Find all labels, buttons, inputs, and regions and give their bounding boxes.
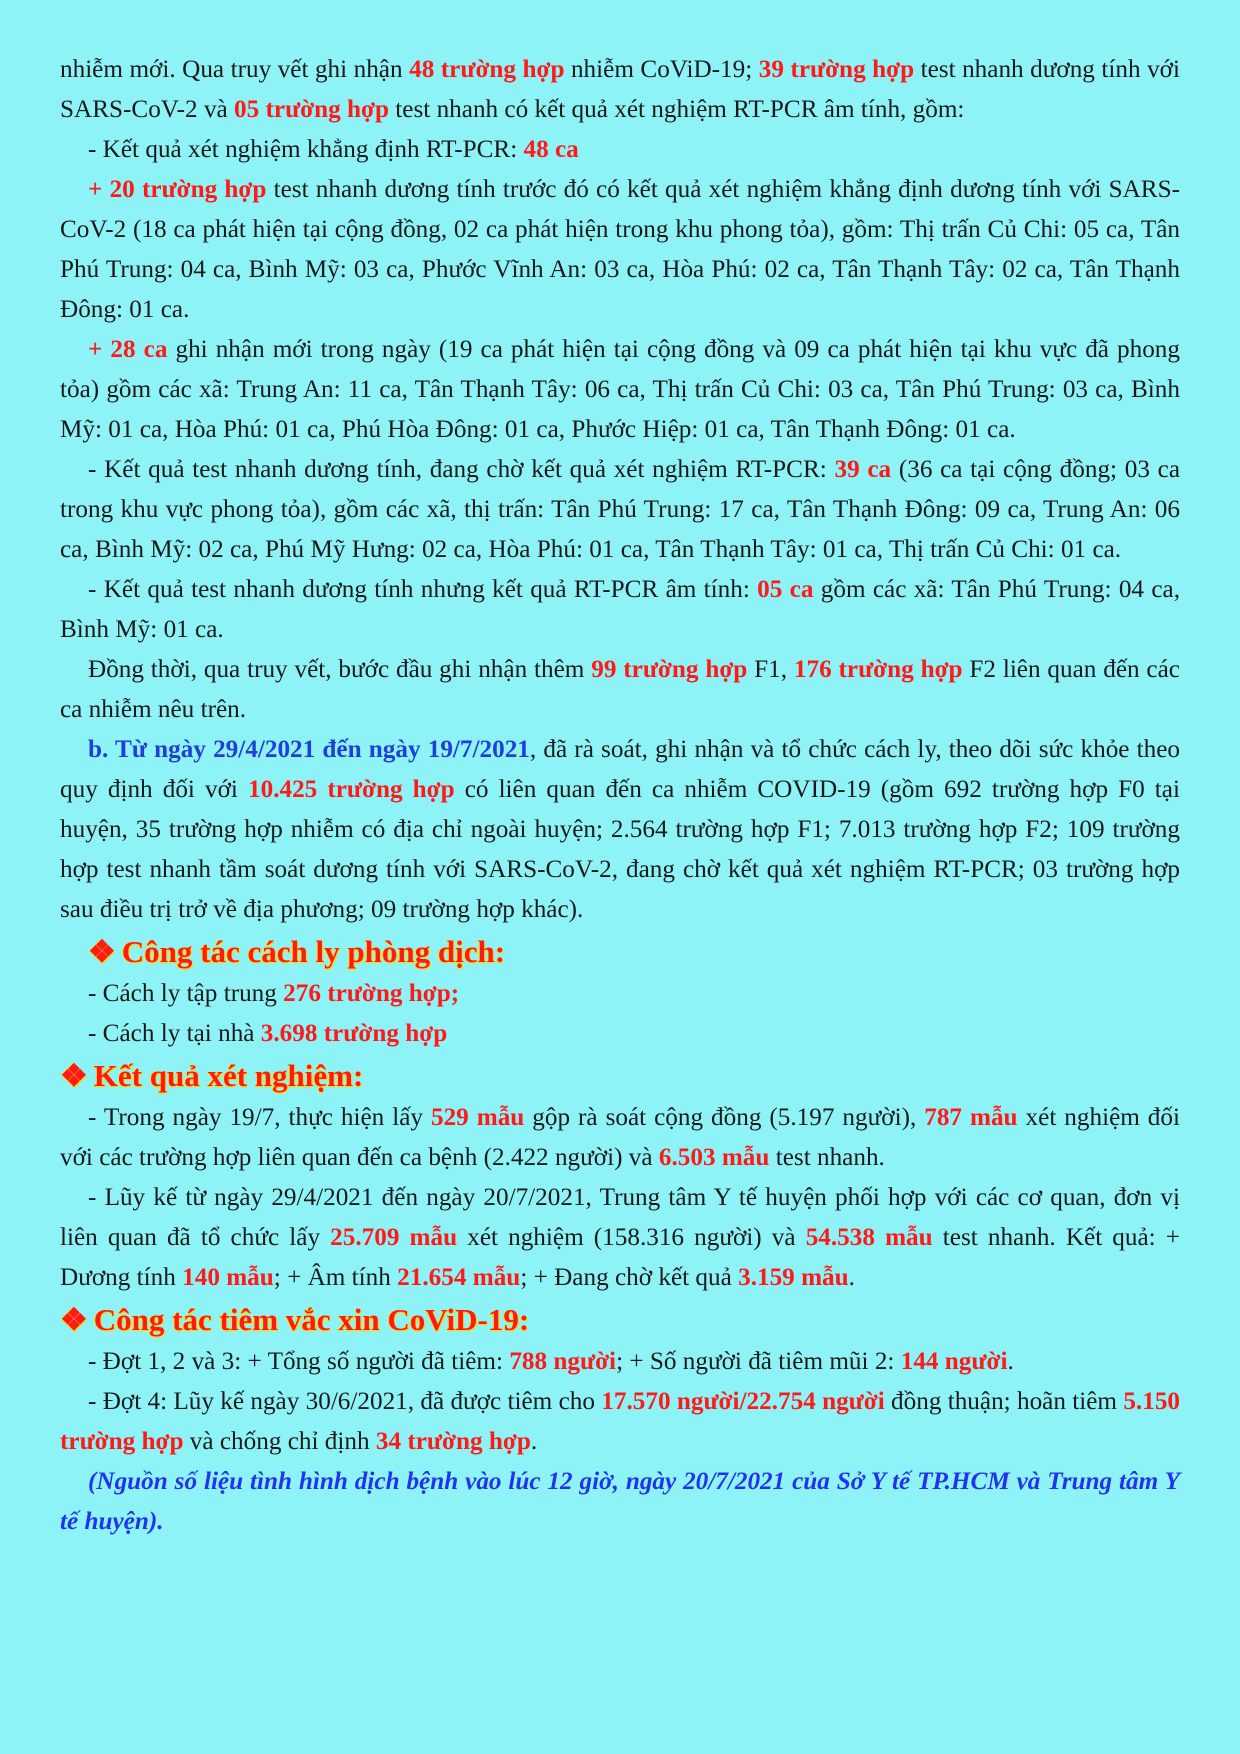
count-highlight: 39 trường hợp (758, 56, 915, 83)
count-highlight: 140 mẫu (182, 1264, 274, 1291)
count-highlight: 05 ca (757, 576, 814, 603)
paragraph-vaccination-round-4: - Đợt 4: Lũy kế ngày 30/6/2021, đã được tiêm cho 17.570 người/22.754 người đồng thuận; hoãn tiêm 5.150 trường hợp và chống chỉ định 34 trường hợp. (60, 1388, 1180, 1455)
count-highlight: 3.159 mẫu (738, 1264, 849, 1291)
count-highlight: 25.709 mẫu (330, 1224, 458, 1251)
paragraph-vaccination-rounds-1-3: - Đợt 1, 2 và 3: + Tổng số người đã tiêm: 788 người; + Số người đã tiêm mũi 2: 144 người. (88, 1348, 1014, 1375)
count-highlight: 176 trường hợp (793, 656, 963, 683)
count-highlight: 39 ca (834, 456, 892, 483)
count-highlight: 54.538 mẫu (805, 1224, 933, 1251)
paragraph-negative-rtpcr: - Kết quả test nhanh dương tính nhưng kết quả RT-PCR âm tính: 05 ca gồm các xã: Tân Phú Trung: 04 ca, Bình Mỹ: 01 ca. (60, 576, 1180, 643)
paragraph-home-quarantine: - Cách ly tại nhà 3.698 trường hợp (88, 1020, 448, 1047)
diamond-bullet-icon: ❖ (60, 1058, 88, 1093)
diamond-bullet-icon: ❖ (60, 1302, 88, 1337)
heading-quarantine: ❖ Công tác cách ly phòng dịch: (88, 934, 506, 969)
paragraph-20-cases: + 20 trường hợp test nhanh dương tính trước đó có kết quả xét nghiệm khẳng định dương tính với SARS-CoV-2 (18 ca phát hiện tại cộng đồng, 02 ca phát hiện trong khu phong tỏa), gồm: Thị trấn Củ Chi: 05 ca, Tân Phú Trung: 04 ca, Bình Mỹ: 03 ca, Phước Vĩnh An: 03 ca, Hòa Phú: 02 ca, Tân Thạnh Tây: 02 ca, Tân Thạnh Đông: 01 ca. (60, 176, 1180, 323)
paragraph-rtpcr-confirmed: - Kết quả xét nghiệm khẳng định RT-PCR: 48 ca (88, 136, 579, 163)
count-highlight: 21.654 mẫu (397, 1264, 521, 1291)
count-highlight: + 28 ca (88, 336, 168, 363)
paragraph-centralized-quarantine: - Cách ly tập trung 276 trường hợp; (88, 980, 460, 1007)
source-note: (Nguồn số liệu tình hình dịch bệnh vào lúc 12 giờ, ngày 20/7/2021 của Sở Y tế TP.HCM và Trung tâm Y tế huyện). (60, 1468, 1180, 1535)
heading-vaccination: ❖ Công tác tiêm vắc xin CoViD-19: (60, 1302, 530, 1337)
paragraph-28-cases: + 28 ca ghi nhận mới trong ngày (19 ca phát hiện tại cộng đồng và 09 ca phát hiện tại khu vực đã phong tỏa) gồm các xã: Trung An: 11 ca, Tân Thạnh Tây: 06 ca, Thị trấn Củ Chi: 03 ca, Tân Phú Trung: 03 ca, Bình Mỹ: 01 ca, Hòa Phú: 01 ca, Phú Hòa Đông: 01 ca, Phước Hiệp: 01 ca, Tân Thạnh Đông: 01 ca. (60, 336, 1180, 443)
count-highlight: 276 trường hợp; (283, 980, 460, 1007)
count-highlight: 788 người (509, 1348, 617, 1375)
count-highlight: 17.570 người/22.754 người (601, 1388, 885, 1415)
count-highlight: 10.425 trường hợp (248, 776, 455, 803)
diamond-bullet-icon: ❖ (88, 934, 116, 969)
date-range-highlight: b. Từ ngày 29/4/2021 đến ngày 19/7/2021 (88, 736, 530, 763)
paragraph-daily-tests: - Trong ngày 19/7, thực hiện lấy 529 mẫu gộp rà soát cộng đồng (5.197 người), 787 mẫu xét nghiệm đối với các trường hợp liên quan đến ca bệnh (2.422 người) và 6.503 mẫu test nhanh. (60, 1104, 1180, 1171)
count-highlight: 787 mẫu (924, 1104, 1018, 1131)
count-highlight: 34 trường hợp (375, 1428, 531, 1455)
count-highlight: 529 mẫu (430, 1104, 525, 1131)
paragraph-f1-f2: Đồng thời, qua truy vết, bước đầu ghi nhận thêm 99 trường hợp F1, 176 trường hợp F2 liên quan đến các ca nhiễm nêu trên. (60, 656, 1180, 723)
paragraph-pending-rtpcr: - Kết quả test nhanh dương tính, đang chờ kết quả xét nghiệm RT-PCR: 39 ca (36 ca tại cộng đồng; 03 ca trong khu vực phong tỏa), gồm các xã, thị trấn: Tân Phú Trung: 17 ca, Tân Thạnh Đông: 09 ca, Trung An: 06 ca, Bình Mỹ: 02 ca, Phú Mỹ Hưng: 02 ca, Hòa Phú: 01 ca, Tân Thạnh Tây: 01 ca, Thị trấn Củ Chi: 01 ca. (60, 456, 1180, 563)
count-highlight: 6.503 mẫu (658, 1144, 770, 1171)
count-highlight: 3.698 trường hợp (260, 1020, 448, 1047)
count-highlight: 144 người (900, 1348, 1008, 1375)
paragraph-cumulative: b. Từ ngày 29/4/2021 đến ngày 19/7/2021, đã rà soát, ghi nhận và tổ chức cách ly, theo dõi sức khỏe theo quy định đối với 10.425 trường hợp có liên quan đến ca nhiễm COVID-19 (gồm 692 trường hợp F0 tại huyện, 35 trường hợp nhiễm có địa chỉ ngoài huyện; 2.564 trường hợp F1; 7.013 trường hợp F2; 109 trường hợp test nhanh tầm soát dương tính với SARS-CoV-2, đang chờ kết quả xét nghiệm RT-PCR; 03 trường hợp sau điều trị trở về địa phương; 09 trường hợp khác). (60, 736, 1181, 923)
paragraph-cumulative-tests: - Lũy kế từ ngày 29/4/2021 đến ngày 20/7/2021, Trung tâm Y tế huyện phối hợp với các cơ quan, đơn vị liên quan đã tổ chức lấy 25.709 mẫu xét nghiệm (158.316 người) và 54.538 mẫu test nhanh. Kết quả: + Dương tính 140 mẫu; + Âm tính 21.654 mẫu; + Đang chờ kết quả 3.159 mẫu. (60, 1184, 1180, 1291)
count-highlight: 48 trường hợp (409, 56, 565, 83)
count-highlight: 48 ca (523, 136, 579, 163)
count-highlight: + 20 trường hợp (88, 176, 267, 203)
paragraph-tracing-summary: nhiễm mới. Qua truy vết ghi nhận 48 trường hợp nhiễm CoViD-19; 39 trường hợp test nhanh dương tính với SARS-CoV-2 và 05 trường hợp test nhanh có kết quả xét nghiệm RT-PCR âm tính, gồm: (60, 56, 1180, 123)
count-highlight: 05 trường hợp (234, 96, 389, 123)
count-highlight: 99 trường hợp (591, 656, 748, 683)
heading-test-results: ❖ Kết quả xét nghiệm: (60, 1058, 364, 1093)
count-highlight: 5.150 trường hợp (60, 1388, 1180, 1455)
